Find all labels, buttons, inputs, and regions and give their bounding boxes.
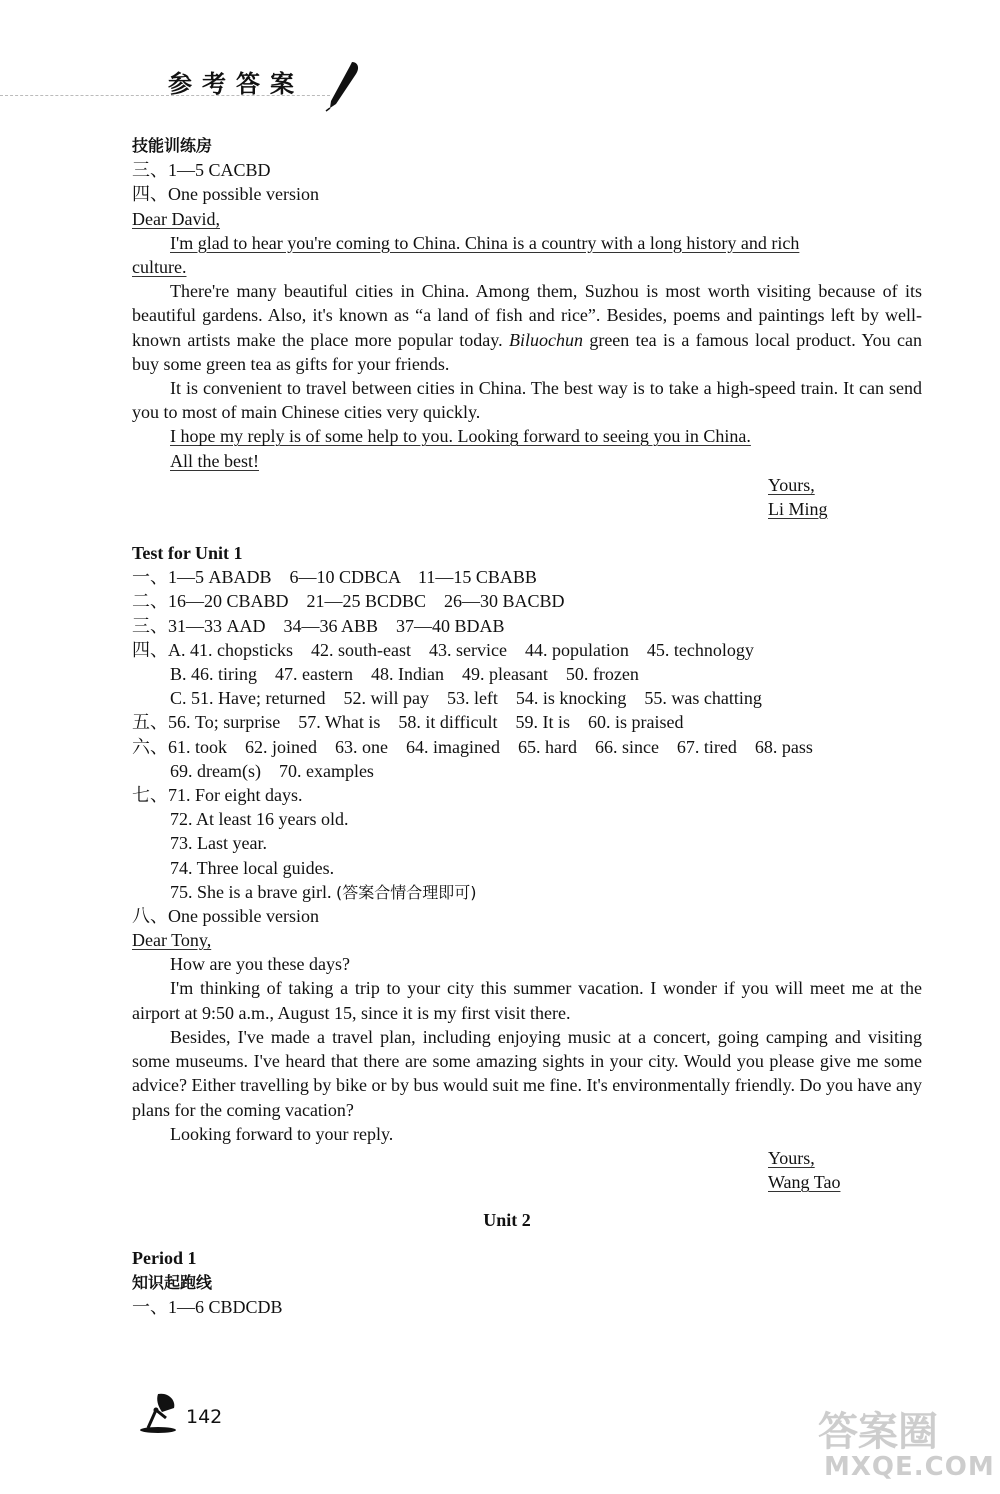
answer-line: C. 51. Have; returned 52. will pay 53. left 54. is knocking 55. was chatting bbox=[170, 688, 762, 709]
letter-closing: Yours, bbox=[768, 474, 815, 495]
answer-line: 一、1—6 CBDCDB bbox=[132, 1296, 283, 1317]
letter-paragraph: I hope my reply is of some help to you. Looking forward to seeing you in China. bbox=[170, 426, 751, 447]
letter-sign-off: All the best! bbox=[170, 450, 259, 471]
answer-line: 二、16—20 CBABD 21—25 BCDBC 26—30 BACBD bbox=[132, 591, 565, 612]
page-number: 142 bbox=[186, 1406, 223, 1428]
letter-paragraph: culture. bbox=[132, 256, 187, 277]
letter-signature: Li Ming bbox=[768, 498, 828, 519]
answer-line: 69. dream(s) 70. examples bbox=[170, 760, 374, 781]
letter-paragraph: Looking forward to your reply. bbox=[170, 1123, 394, 1144]
letter-paragraph: There're many beautiful cities in China. Among them, Suzhou is most worth visiting because of its beautiful gardens. Also, it's known as “a land of fish and rice”. Besides, poems and paintings left by well-known artists make the place more popular today. Biluochun green tea is a famous local product. You can buy some green tea as gifts for your friends. bbox=[132, 281, 922, 374]
answer-line: 六、61. took 62. joined 63. one 64. imagined 65. hard 66. since 67. tired 68. pass bbox=[132, 736, 813, 757]
letter-paragraph: It is convenient to travel between cities in China. The best way is to take a high-speed train. It can send you to most of main Chinese cities very quickly. bbox=[132, 377, 922, 423]
section-heading-test: Test for Unit 1 bbox=[132, 543, 243, 564]
answer-line: B. 46. tiring 47. eastern 48. Indian 49. pleasant 50. frozen bbox=[170, 664, 639, 685]
answer-line: 七、71. For eight days. bbox=[132, 784, 303, 805]
answer-line: 三、1—5 CACBD bbox=[132, 160, 271, 181]
letter-paragraph: How are you these days? bbox=[170, 954, 350, 975]
answer-line: 八、One possible version bbox=[132, 905, 319, 926]
answer-content bbox=[132, 134, 922, 1319]
unit-title: Unit 2 bbox=[483, 1210, 531, 1231]
watermark bbox=[810, 1400, 1000, 1494]
page-footer bbox=[136, 1390, 296, 1440]
answer-line: 72. At least 16 years old. bbox=[170, 809, 349, 830]
header-title: 参考答案 bbox=[168, 70, 304, 98]
answer-line: 73. Last year. bbox=[170, 833, 267, 854]
answer-line: 五、56. To; surprise 57. What is 58. it difficult 59. It is 60. is praised bbox=[132, 712, 684, 733]
answer-line: 一、1—5 ABADB 6—10 CDBCA 11—15 CBABB bbox=[132, 567, 537, 588]
lamp-icon bbox=[136, 1390, 180, 1434]
section-heading-skills: 技能训练房 bbox=[132, 136, 213, 155]
answer-line: 三、31—33 AAD 34—36 ABB 37—40 BDAB bbox=[132, 615, 505, 636]
answer-note: (答案合情合理即可) bbox=[335, 882, 477, 902]
period-heading: Period 1 bbox=[132, 1248, 197, 1269]
section-heading-knowledge: 知识起跑线 bbox=[132, 1272, 213, 1292]
letter-paragraph: I'm thinking of taking a trip to your city this summer vacation. I wonder if you will meet me at the airport at 9:50 a.m., August 15, since it is my first visit there. bbox=[132, 978, 922, 1023]
page-header bbox=[0, 60, 420, 110]
letter-greeting: Dear Tony, bbox=[132, 930, 212, 951]
letter-closing: Yours, bbox=[768, 1147, 815, 1168]
italic-term: Biluochun bbox=[508, 329, 583, 350]
answer-line: 四、A. 41. chopsticks 42. south-east 43. service 44. population 45. technology bbox=[132, 639, 754, 660]
answer-line: 74. Three local guides. bbox=[170, 857, 335, 878]
letter-paragraph: Besides, I've made a travel plan, including enjoying music at a concert, going camping and visiting some museums. I've heard that there are some amazing sights in your city. Would you please give me some advice? Either travelling by bike or by bus would suit me fine. It's environmentally friendly. Do you have any plans for the coming vacation? bbox=[132, 1026, 922, 1120]
pen-icon bbox=[322, 60, 362, 112]
letter-greeting: Dear David, bbox=[132, 208, 220, 229]
letter-signature: Wang Tao bbox=[768, 1172, 841, 1193]
letter-paragraph: I'm glad to hear you're coming to China. China is a country with a long history and rich bbox=[170, 232, 800, 253]
watermark-logo: 答案圈 bbox=[818, 1409, 938, 1455]
answer-line: 四、One possible version bbox=[132, 184, 319, 205]
watermark-url: MXQE.COM bbox=[824, 1452, 995, 1482]
answer-line: 75. She is a brave girl. (答案合情合理即可) bbox=[170, 881, 477, 902]
